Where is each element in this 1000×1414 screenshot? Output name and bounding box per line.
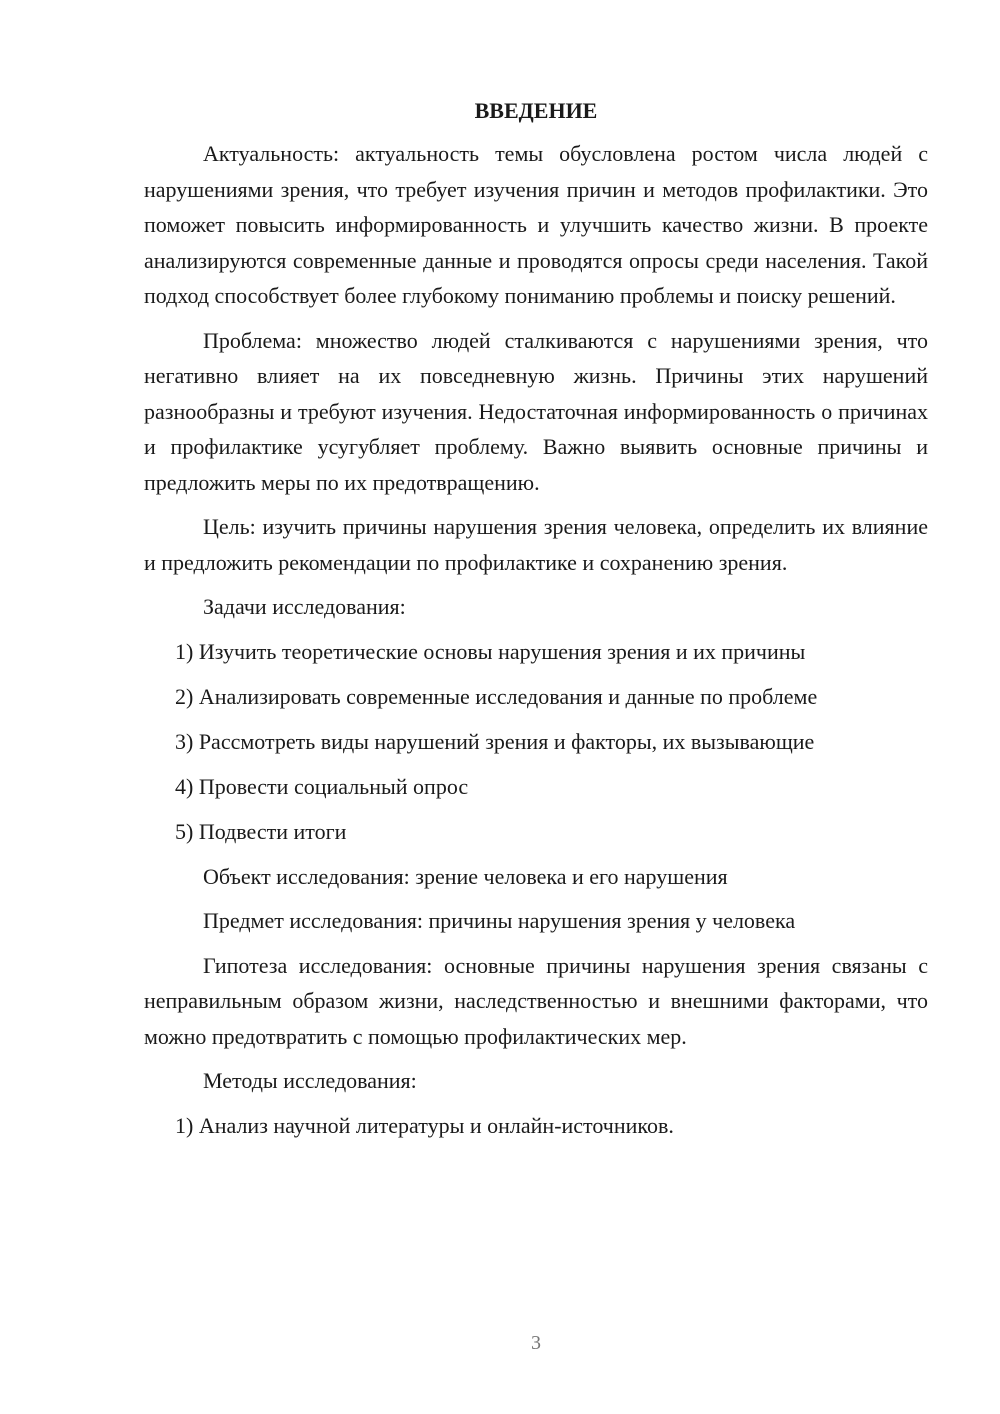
task-item: 5) Подвести итоги (175, 818, 347, 844)
task-item: 2) Анализировать современные исследования и данные по проблеме (175, 683, 818, 709)
hypothesis-paragraph: Гипотеза исследования: основные причины нарушения зрения связаны с неправильным образом жизни, наследственностью и внешними факторами, что можно предотвратить с помощью профилактических мер. (144, 952, 928, 1049)
task-item: 1) Изучить теоретические основы нарушения зрения и их причины (175, 638, 806, 664)
section-title: ВВЕДЕНИЕ (474, 98, 598, 123)
task-item: 3) Рассмотреть виды нарушений зрения и факторы, их вызывающие (175, 728, 815, 754)
page-number: 3 (531, 1332, 541, 1354)
relevance-paragraph: Актуальность: актуальность темы обусловлена ростом числа людей с нарушениями зрения, что требует изучения причин и методов профилактики. Это поможет повысить информированность и улучшить качество жизни. В проекте анализируются современные данные и проводятся опросы среди населения. Такой подход способствует более глубокому пониманию проблемы и поиску решений. (144, 141, 928, 308)
method-item: 1) Анализ научной литературы и онлайн-источников. (175, 1112, 674, 1138)
task-item: 4) Провести социальный опрос (175, 773, 469, 799)
goal-paragraph: Цель: изучить причины нарушения зрения человека, определить их влияние и предложить рекомендации по профилактике и сохранению зрения. (144, 514, 928, 575)
problem-paragraph: Проблема: множество людей сталкиваются с нарушениями зрения, что негативно влияет на их повседневную жизнь. Причины этих нарушений разнообразны и требуют изучения. Недостаточная информированность о причинах и профилактике усугубляет проблему. Важно выявить основные причины и предложить меры по их предотвращению. (144, 327, 928, 495)
methods-heading: Методы исследования: (203, 1068, 417, 1093)
tasks-heading: Задачи исследования: (203, 594, 406, 619)
page-content (144, 96, 928, 1153)
subject-paragraph: Предмет исследования: причины нарушения зрения у человека (203, 908, 796, 933)
object-paragraph: Объект исследования: зрение человека и его нарушения (203, 863, 728, 889)
